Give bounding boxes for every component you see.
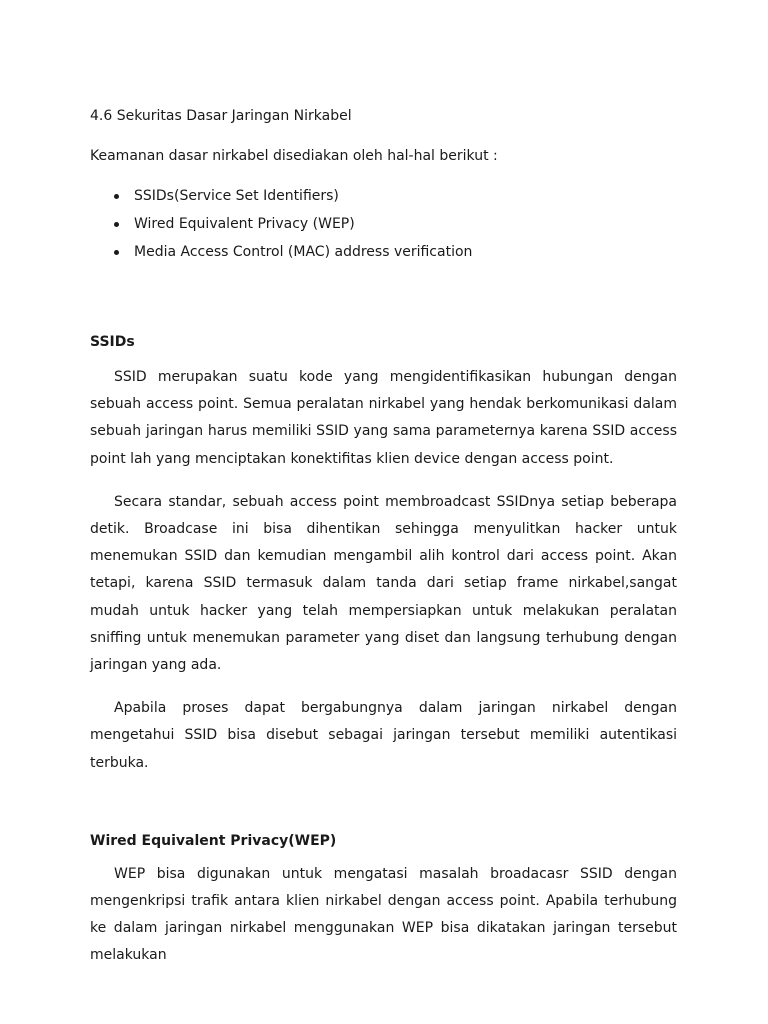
- bullet-dot-icon: [114, 194, 119, 199]
- bullet-list: [90, 182, 677, 266]
- ssid-paragraph: SSID merupakan suatu kode yang mengidentifikasikan hubungan dengan sebuah access point. Semua peralatan nirkabel yang hendak berkomunikasi dalam sebuah jaringan harus memiliki SSID yang sama parameternya karena SSID access point lah yang menciptakan konektifitas klien device dengan access point.: [90, 369, 677, 467]
- intro-text: Keamanan dasar nirkabel disediakan oleh hal-hal berikut :: [90, 148, 498, 164]
- bullet-dot-icon: [114, 250, 119, 255]
- list-item: [90, 210, 677, 238]
- wep-paragraph: WEP bisa digunakan untuk mengatasi masalah broadacasr SSID dengan mengenkripsi trafik antara klien nirkabel dengan access point. Apabila terhubung ke dalam jaringan nirkabel menggunakan WEP bisa dikatakan jaringan tersebut melakukan: [90, 865, 677, 964]
- list-item-text: SSIDs(Service Set Identifiers): [134, 188, 339, 204]
- ssid-paragraph: Apabila proses dapat bergabungnya dalam jaringan nirkabel dengan mengetahui SSID bisa disebut sebagai jaringan tersebut memiliki autentikasi terbuka.: [90, 700, 677, 771]
- ssid-heading: SSIDs: [90, 334, 135, 350]
- list-item-text: Wired Equivalent Privacy (WEP): [134, 216, 355, 232]
- ssid-paragraph: Secara standar, sebuah access point membroadcast SSIDnya setiap beberapa detik. Broadcase ini bisa dihentikan sehingga menyulitkan hacker untuk menemukan SSID dan kemudian mengambil alih kontrol dari access point. Akan tetapi, karena SSID termasuk dalam tanda dari setiap frame nirkabel,sangat mudah untuk hacker yang telah mempersiapkan untuk melakukan peralatan sniffing untuk menemukan parameter yang diset dan langsung terhubung dengan jaringan yang ada.: [90, 493, 677, 674]
- section-title: 4.6 Sekuritas Dasar Jaringan Nirkabel: [90, 108, 352, 124]
- list-item: [90, 182, 677, 210]
- list-item-text: Media Access Control (MAC) address verification: [134, 244, 473, 260]
- document-body: [90, 102, 677, 970]
- bullet-dot-icon: [114, 222, 119, 227]
- wep-heading: Wired Equivalent Privacy(WEP): [90, 832, 337, 849]
- list-item: [90, 238, 677, 266]
